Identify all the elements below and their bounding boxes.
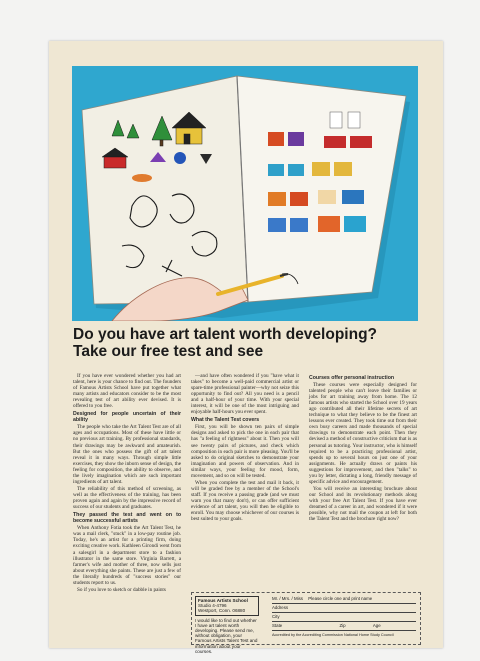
left-page xyxy=(82,76,248,304)
headline-line-1: Do you have art talent worth developing? xyxy=(73,326,378,343)
address-field[interactable] xyxy=(272,605,416,613)
name-field[interactable] xyxy=(272,596,416,604)
salutation-options: Mr. / Mrs. / Miss xyxy=(272,596,303,601)
headline-line-2: Take our free test and see xyxy=(73,343,264,360)
coupon-school-address xyxy=(195,596,259,654)
section-heading: What the Talent Test covers xyxy=(191,417,260,424)
state-label: State xyxy=(272,623,283,628)
city-label: City xyxy=(272,614,280,619)
school-city: Westport, Conn. 06880 xyxy=(198,608,246,614)
paragraph: You will receive an interesting brochure about our School and its revolutionary methods along with your free Art Talent Test. If you have ever dreamed of a career in art, and wondered if it were possible, why not mail the coupon at left for both the Talent Test and the brochure right now? xyxy=(309,486,417,523)
school-name: Famous Artists School xyxy=(198,598,248,603)
city-field[interactable] xyxy=(272,614,416,622)
paragraph: When you complete the test and mail it back, it will be graded free by a member of the School's staff. If you receive a passing grade (and we must warn you that many don't), or can offer sufficient evidence of art talent, you will then be eligible to enroll. You may choose whichever of our courses is best suited to your goals. xyxy=(191,479,299,523)
column-1 xyxy=(73,373,181,594)
address-label: Address xyxy=(272,605,289,610)
paragraph: These courses were especially designed for talented people who can't leave their families or jobs for art training away from home. The 12 famous artists who started the School over 19 years ago contributed all their lifetime secrets of art technique to what they believe to be the finest art lessons ever created. They took time out from their own busy careers and made thousands of special drawings to demonstrate each point. Then they devised a method of constructive criticism that is as personal as tutoring. Your instructor, who is himself required to be a practicing professional artist, spends up to several hours on just one of your assignments. He actually draws or paints his suggestions for improvement, and then "talks" to you by letter, dictating a long, friendly message of specific advice and encouragement. xyxy=(309,382,417,485)
studio-number: Studio 4-4796 xyxy=(198,603,227,609)
school-address-box xyxy=(195,596,259,616)
sketchbook-illustration xyxy=(72,66,418,321)
paragraph: If you have ever wondered whether you had art talent, here is your chance to find out. The founders of Famous Artists School have put together what many artists and educators consider to be the most revealing test of art ability ever devised. It is offered to you free. xyxy=(73,373,181,410)
section-heading: Courses offer personal instruction xyxy=(309,375,395,381)
section-heading: Designed for people uncertain of their ability xyxy=(73,411,181,424)
column-2 xyxy=(191,373,299,524)
headline xyxy=(73,326,423,360)
paragraph: When Anthony Fotia took the Art Talent Test, he was a mail clerk, "stuck" in a low-pay routine job. Today, he's an artist for a printing firm, doing exciting creative work. Kathleen Girondi went from a salesgirl in a department store to a fashion illustrator in the same store. Virginia Barrett, a farmer's wife and mother of three, now sells just about everything she paints. These are just a few of the literally hundreds of "success stories" our students report to us. xyxy=(73,525,181,586)
paragraph: The reliability of this method of screening, as well as the effectiveness of the training, has been proven again and again by the impressive record of success of our students and graduates. xyxy=(73,486,181,511)
comic-back-cover-page xyxy=(49,41,443,654)
name-label: Please circle one and print name xyxy=(308,596,373,601)
age-label: Age xyxy=(372,623,381,628)
paragraph: —and have often wondered if you "have what it takes" to become a well-paid commercial artist or spare-time professional painter—why not seize this opportunity to find out? All you need is a pencil and a half-hour of your time. With your special interest, it will be one of the most intriguing and enjoyable half-hours you ever spent. xyxy=(191,373,299,416)
state-zip-age-field[interactable] xyxy=(272,623,416,631)
accreditation-note: Accredited by the Accrediting Commission National Home Study Council xyxy=(272,633,394,637)
paragraph: So if you love to sketch or dabble in paints xyxy=(77,586,166,593)
section-heading: They passed the test and went on to become successful artists xyxy=(73,512,181,525)
mail-in-coupon[interactable] xyxy=(191,592,421,654)
coupon-message: I would like to find out whether I have art talent worth developing. Please send me, without obligation, your Famous Artists Talent Test and information about your courses. xyxy=(195,617,258,654)
paragraph: First, you will be shown ten pairs of simple designs and asked to pick the one in each pair that has "a feeling of rightness" about it. Then you will see twenty pairs of pictures, and check which composition in each pair is more pleasing. You'll be asked to do original sketches to demonstrate your imagination and powers of observation. And in similar ways, your feeling for mood, form, movement, and so on will be tested. xyxy=(191,424,299,479)
paragraph: The people who take the Art Talent Test are of all ages and occupations. Most of these have little or no previous art training. By professional standards, their drawings may be awkward and amateurish. But the ones who possess the gift of art talent reveal it in many ways. Through simple little exercises, they show the inborn sense of design, the feeling for composition, the ability to observe, and the lively imagination which are such important ingredients of art talent. xyxy=(73,424,181,485)
coupon-form[interactable] xyxy=(272,596,416,637)
sketchbook-drawing xyxy=(72,66,418,321)
column-3 xyxy=(309,373,417,524)
zip-label: Zip xyxy=(339,623,346,628)
